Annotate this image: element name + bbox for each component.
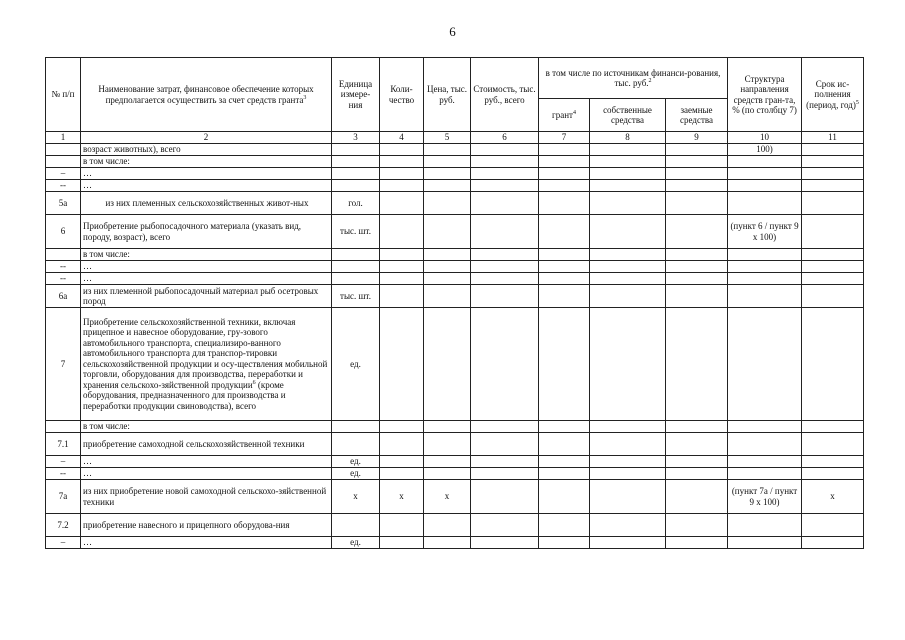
column-number: 11 [802, 132, 864, 144]
row-term [802, 433, 864, 456]
row-grant [539, 433, 590, 456]
row-grant [539, 480, 590, 514]
row-grant [539, 156, 590, 168]
header-grant: грант$^4$ [539, 99, 590, 132]
row-qty [380, 144, 424, 156]
row-structure [728, 421, 802, 433]
row-price [424, 249, 471, 261]
row-number [46, 144, 81, 156]
row-qty [380, 249, 424, 261]
row-own [590, 514, 666, 537]
row-structure [728, 285, 802, 308]
row-loan [666, 156, 728, 168]
table-row [46, 480, 864, 514]
row-qty [380, 514, 424, 537]
table-row [46, 180, 864, 192]
row-qty [380, 261, 424, 273]
row-own [590, 421, 666, 433]
row-cost [471, 456, 539, 468]
row-name: в том числе: [81, 421, 332, 433]
row-loan [666, 537, 728, 549]
row-grant [539, 308, 590, 421]
row-own [590, 433, 666, 456]
row-number: 5а [46, 192, 81, 215]
table-row [46, 285, 864, 308]
header-qty: Коли-чество [380, 58, 424, 132]
row-own [590, 168, 666, 180]
row-name: … [81, 261, 332, 273]
row-qty [380, 180, 424, 192]
row-number: – [46, 537, 81, 549]
table-row [46, 192, 864, 215]
row-term: х [802, 480, 864, 514]
row-own [590, 285, 666, 308]
column-number: 2 [81, 132, 332, 144]
grant-cost-table [45, 57, 864, 549]
row-cost [471, 308, 539, 421]
column-number: 7 [539, 132, 590, 144]
row-qty [380, 433, 424, 456]
row-term [802, 180, 864, 192]
row-qty [380, 168, 424, 180]
row-structure [728, 168, 802, 180]
row-unit [332, 249, 380, 261]
row-price [424, 156, 471, 168]
row-name: Приобретение рыбопосадочного материала (указать вид, породу, возраст), всего [81, 215, 332, 249]
row-grant [539, 421, 590, 433]
row-grant [539, 180, 590, 192]
row-structure [728, 537, 802, 549]
row-loan [666, 273, 728, 285]
row-loan [666, 480, 728, 514]
row-structure [728, 180, 802, 192]
row-name: из них приобретение новой самоходной сельскохо-зяйственной техники [81, 480, 332, 514]
row-term [802, 261, 864, 273]
row-term [802, 456, 864, 468]
row-grant [539, 456, 590, 468]
row-cost [471, 192, 539, 215]
row-price [424, 168, 471, 180]
row-cost [471, 156, 539, 168]
row-loan [666, 168, 728, 180]
row-number [46, 249, 81, 261]
row-loan [666, 421, 728, 433]
row-term [802, 215, 864, 249]
row-price [424, 215, 471, 249]
header-structure: Структура направления средств гран-та, % (по столбцу 7) [728, 58, 802, 132]
row-name: из них племенных сельскохозяйственных живот-ных [81, 192, 332, 215]
table-row [46, 421, 864, 433]
row-own [590, 456, 666, 468]
row-structure [728, 308, 802, 421]
row-grant [539, 249, 590, 261]
row-term [802, 273, 864, 285]
row-price [424, 514, 471, 537]
row-cost [471, 285, 539, 308]
row-loan [666, 249, 728, 261]
row-term [802, 537, 864, 549]
row-qty [380, 537, 424, 549]
row-own [590, 192, 666, 215]
row-own [590, 273, 666, 285]
table-row [46, 468, 864, 480]
row-own [590, 480, 666, 514]
column-number: 4 [380, 132, 424, 144]
row-cost [471, 261, 539, 273]
row-grant [539, 468, 590, 480]
page-number: 6 [449, 24, 456, 39]
row-number: -- [46, 468, 81, 480]
row-price: х [424, 480, 471, 514]
row-number: 7.1 [46, 433, 81, 456]
row-name: … [81, 456, 332, 468]
header-own-funds: собственные средства [590, 99, 666, 132]
row-qty [380, 468, 424, 480]
row-qty [380, 156, 424, 168]
row-price [424, 433, 471, 456]
column-number: 5 [424, 132, 471, 144]
row-loan [666, 285, 728, 308]
table-row [46, 514, 864, 537]
row-term [802, 144, 864, 156]
row-loan [666, 261, 728, 273]
row-structure [728, 433, 802, 456]
header-unit: Единица измере-ния [332, 58, 380, 132]
row-term [802, 168, 864, 180]
row-loan [666, 514, 728, 537]
row-cost [471, 249, 539, 261]
row-number: -- [46, 180, 81, 192]
row-loan [666, 180, 728, 192]
row-own [590, 537, 666, 549]
row-unit: тыс. шт. [332, 215, 380, 249]
row-name: … [81, 537, 332, 549]
row-term [802, 249, 864, 261]
row-unit [332, 168, 380, 180]
row-structure: 100) [728, 144, 802, 156]
row-grant [539, 261, 590, 273]
row-own [590, 308, 666, 421]
row-unit [332, 261, 380, 273]
header-price: Цена, тыс. руб. [424, 58, 471, 132]
row-term [802, 192, 864, 215]
table-row [46, 273, 864, 285]
row-cost [471, 433, 539, 456]
row-structure: (пункт 6 / пункт 9 х 100) [728, 215, 802, 249]
row-price [424, 261, 471, 273]
header-cost: Стоимость, тыс. руб., всего [471, 58, 539, 132]
row-unit [332, 273, 380, 285]
row-name: Приобретение сельскохозяйственной техники, включая прицепное и навесное оборудование, гру-зового автомобильного транспорта, специализиро-ванного автомобильного транспорта для транспор-тировки сельскохозяйственной продукции и осу-ществления мобильной торговли, оборудования для производства, переработки и хранения сельскохо-зяйственной продукции$^6$ (кроме оборудования, предназначенного для производства и переработки продукции свиноводства), всего [81, 308, 332, 421]
row-grant [539, 537, 590, 549]
row-unit [332, 433, 380, 456]
row-structure [728, 261, 802, 273]
row-price [424, 180, 471, 192]
row-price [424, 192, 471, 215]
column-number: 8 [590, 132, 666, 144]
row-qty: х [380, 480, 424, 514]
row-cost [471, 514, 539, 537]
table-row [46, 215, 864, 249]
row-own [590, 156, 666, 168]
row-name: … [81, 273, 332, 285]
header-loan-funds: заемные средства [666, 99, 728, 132]
row-loan [666, 433, 728, 456]
row-own [590, 468, 666, 480]
row-grant [539, 273, 590, 285]
row-structure [728, 514, 802, 537]
row-number: 7.2 [46, 514, 81, 537]
row-unit: ед. [332, 308, 380, 421]
column-numbers-row [46, 132, 864, 144]
row-own [590, 249, 666, 261]
row-unit: гол. [332, 192, 380, 215]
row-term [802, 421, 864, 433]
row-qty [380, 308, 424, 421]
row-name: … [81, 180, 332, 192]
row-grant [539, 215, 590, 249]
table-row [46, 261, 864, 273]
row-price [424, 468, 471, 480]
row-loan [666, 144, 728, 156]
row-name: … [81, 168, 332, 180]
row-grant [539, 144, 590, 156]
column-number: 3 [332, 132, 380, 144]
row-cost [471, 144, 539, 156]
row-loan [666, 215, 728, 249]
row-cost [471, 215, 539, 249]
row-term [802, 156, 864, 168]
table-row [46, 144, 864, 156]
row-loan [666, 192, 728, 215]
row-unit [332, 144, 380, 156]
row-structure [728, 456, 802, 468]
row-cost [471, 273, 539, 285]
row-qty [380, 421, 424, 433]
row-qty [380, 285, 424, 308]
row-number: -- [46, 273, 81, 285]
row-price [424, 285, 471, 308]
row-number: 7 [46, 308, 81, 421]
row-structure [728, 156, 802, 168]
row-term [802, 285, 864, 308]
row-price [424, 144, 471, 156]
row-name: из них племенной рыбопосадочный материал рыб осетровых пород [81, 285, 332, 308]
header-name: Наименование затрат, финансовое обеспечение которых предполагается осуществить за счет средств гранта$^3$ [81, 58, 332, 132]
column-number: 9 [666, 132, 728, 144]
row-own [590, 180, 666, 192]
row-price [424, 308, 471, 421]
table-row [46, 456, 864, 468]
row-qty [380, 192, 424, 215]
row-cost [471, 537, 539, 549]
row-unit [332, 421, 380, 433]
row-cost [471, 421, 539, 433]
row-name: приобретение навесного и прицепного оборудова-ния [81, 514, 332, 537]
row-unit: тыс. шт. [332, 285, 380, 308]
row-number: 6а [46, 285, 81, 308]
row-unit: х [332, 480, 380, 514]
column-number: 10 [728, 132, 802, 144]
row-number: 6 [46, 215, 81, 249]
row-name: … [81, 468, 332, 480]
row-loan [666, 468, 728, 480]
table-row [46, 537, 864, 549]
row-name: возраст животных), всего [81, 144, 332, 156]
row-number: -- [46, 261, 81, 273]
row-structure [728, 249, 802, 261]
table-row [46, 156, 864, 168]
row-structure [728, 273, 802, 285]
row-qty [380, 456, 424, 468]
row-number: – [46, 168, 81, 180]
row-price [424, 537, 471, 549]
row-grant [539, 168, 590, 180]
row-own [590, 144, 666, 156]
row-own [590, 261, 666, 273]
header-sources: в том числе по источникам финанси-рования, тыс. руб.$^2$ [539, 58, 728, 99]
row-grant [539, 514, 590, 537]
row-grant [539, 285, 590, 308]
row-structure [728, 192, 802, 215]
header-num: № п/п [46, 58, 81, 132]
header-term: Срок ис-полнения (период, год)$^5$ [802, 58, 864, 132]
row-number [46, 421, 81, 433]
row-number: 7а [46, 480, 81, 514]
row-price [424, 273, 471, 285]
row-number [46, 156, 81, 168]
row-cost [471, 168, 539, 180]
table-row [46, 249, 864, 261]
row-structure [728, 468, 802, 480]
row-term [802, 308, 864, 421]
row-unit [332, 514, 380, 537]
row-loan [666, 456, 728, 468]
row-term [802, 514, 864, 537]
row-unit [332, 180, 380, 192]
row-loan [666, 308, 728, 421]
row-cost [471, 480, 539, 514]
table-row [46, 308, 864, 421]
row-name: в том числе: [81, 249, 332, 261]
row-number: – [46, 456, 81, 468]
row-price [424, 456, 471, 468]
row-name: в том числе: [81, 156, 332, 168]
row-cost [471, 180, 539, 192]
row-unit: ед. [332, 537, 380, 549]
row-term [802, 468, 864, 480]
row-unit [332, 156, 380, 168]
row-grant [539, 192, 590, 215]
row-name: приобретение самоходной сельскохозяйственной техники [81, 433, 332, 456]
column-number: 6 [471, 132, 539, 144]
row-price [424, 421, 471, 433]
table-row [46, 168, 864, 180]
column-number: 1 [46, 132, 81, 144]
row-unit: ед. [332, 456, 380, 468]
row-own [590, 215, 666, 249]
row-unit: ед. [332, 468, 380, 480]
row-qty [380, 273, 424, 285]
row-cost [471, 468, 539, 480]
table-row [46, 433, 864, 456]
row-qty [380, 215, 424, 249]
row-structure: (пункт 7а / пункт 9 х 100) [728, 480, 802, 514]
